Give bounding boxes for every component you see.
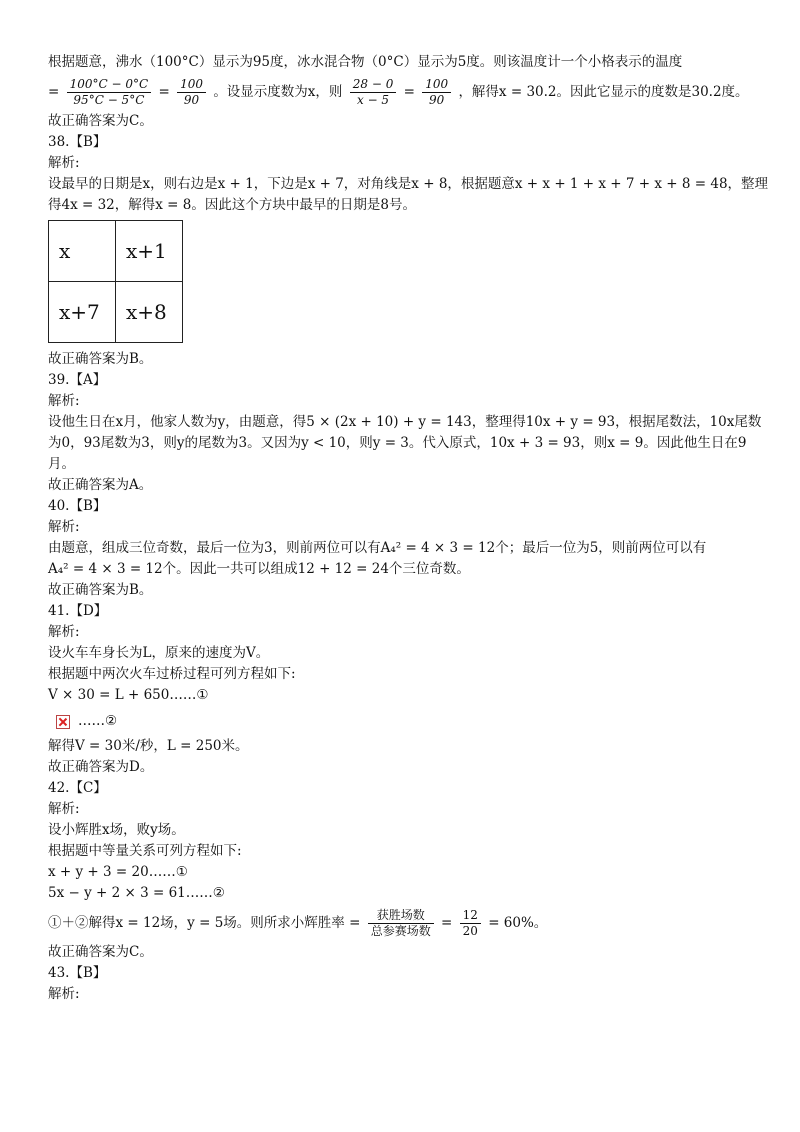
q42-heading: 42.【C】	[48, 780, 107, 796]
q38-answer: 故正确答案为B。	[48, 351, 153, 367]
q37-eq-sign-3: =	[403, 84, 415, 100]
q39-line3: 月。	[48, 456, 75, 472]
q37-fraction-temp: $\frac{100^\circ C - 0^\circ C}{95^\circ C - 5^\circ C}$	[67, 77, 152, 108]
q37-fraction-28: $\frac{28 - 0}{x - 5}$	[350, 77, 397, 108]
q41-line2: 根据题中两次火车过桥过程可列方程如下:	[48, 666, 296, 682]
q42-eq-sign-2: =	[441, 915, 453, 931]
q42-text-b: = 60%。	[488, 915, 548, 931]
q42-equation-1: x + y + 3 = 20……①	[48, 864, 188, 880]
q37-line1: 根据题意，沸水（100°C）显示为95度，冰水混合物（0°C）显示为5度。则该温度计一个小格表示的温度	[48, 54, 683, 70]
q42-text-a: ①＋②解得x = 12场，y = 5场。则所求小辉胜率	[48, 915, 345, 931]
q38-calendar-grid	[48, 220, 183, 343]
q41-equation-2-row	[48, 706, 760, 736]
q37-fraction-100-90-b: $\frac{100}{90}$	[422, 77, 451, 108]
q43-heading: 43.【B】	[48, 965, 107, 981]
q37-text-c: ，解得x = 30.2。因此它显示的度数是30.2度。	[458, 84, 749, 100]
grid-cell-x: x	[49, 221, 116, 282]
grid-cell-x-plus-7: x+7	[49, 282, 116, 343]
q41-equation-2: ……②	[78, 713, 118, 729]
q42-line3	[48, 904, 760, 942]
q42-eq-sign: =	[349, 915, 361, 931]
q40-line1: 由题意，组成三位奇数，最后一位为3，则前两位可以有A₄² = 4 × 3 = 12个；最后一位为5，则前两位可以有	[48, 540, 707, 556]
q37-eq-sign: =	[48, 84, 60, 100]
q41-equation-1: V × 30 = L + 650……①	[48, 687, 209, 703]
q41-analysis-label: 解析:	[48, 624, 80, 640]
q40-line2: A₄² = 4 × 3 = 12个。因此一共可以组成12 + 12 = 24个三位奇数。	[48, 561, 470, 577]
q42-line2: 根据题中等量关系可列方程如下:	[48, 843, 242, 859]
q41-line1: 设火车车身长为L，原来的速度为V。	[48, 645, 270, 661]
q41-heading: 41.【D】	[48, 603, 108, 619]
q38-analysis-label: 解析:	[48, 155, 80, 171]
q43-analysis-label: 解析:	[48, 986, 80, 1002]
grid-cell-x-plus-1: x+1	[116, 221, 183, 282]
q39-line2: 为0，93尾数为3，则y的尾数为3。又因为y < 10，则y = 3。代入原式，10x + 3 = 93，则x = 9。因此他生日在9	[48, 435, 747, 451]
q39-answer: 故正确答案为A。	[48, 477, 153, 493]
q42-equation-2: 5x − y + 2 × 3 = 61……②	[48, 885, 225, 901]
q38-heading: 38.【B】	[48, 134, 107, 150]
q40-answer: 故正确答案为B。	[48, 582, 153, 598]
q39-analysis-label: 解析:	[48, 393, 80, 409]
q41-answer: 故正确答案为D。	[48, 759, 154, 775]
broken-image-icon	[56, 715, 70, 729]
q37-text-b: 。设显示度数为x，则	[213, 84, 343, 100]
q37-line2	[48, 73, 760, 111]
grid-cell-x-plus-8: x+8	[116, 282, 183, 343]
q40-heading: 40.【B】	[48, 498, 107, 514]
q39-line1: 设他生日在x月，他家人数为y，由题意，得5 × (2x + 10) + y = 143，整理得10x + y = 93，根据尾数法，10x尾数	[48, 414, 762, 430]
q37-answer: 故正确答案为C。	[48, 113, 153, 129]
q38-line2: 得4x = 32，解得x = 8。因此这个方块中最早的日期是8号。	[48, 197, 416, 213]
q37-eq-sign-2: =	[158, 84, 170, 100]
q40-analysis-label: 解析:	[48, 519, 80, 535]
q39-heading: 39.【A】	[48, 372, 107, 388]
q42-answer: 故正确答案为C。	[48, 944, 153, 960]
q37-fraction-100-90: $\frac{100}{90}$	[177, 77, 206, 108]
q42-fraction-12-20: $\frac{12}{20}$	[460, 908, 481, 939]
solutions-page	[48, 52, 769, 1005]
q42-analysis-label: 解析:	[48, 801, 80, 817]
q42-line1: 设小辉胜x场，败y场。	[48, 822, 185, 838]
q41-line3: 解得V = 30米/秒，L = 250米。	[48, 738, 249, 754]
q38-line1: 设最早的日期是x，则右边是x + 1，下边是x + 7，对角线是x + 8，根据题意x + x + 1 + x + 7 + x + 8 = 48，整理	[48, 176, 769, 192]
q42-win-rate-fraction: $\frac{\text{获胜场数}}{\text{总参赛场数}}$	[368, 908, 434, 939]
